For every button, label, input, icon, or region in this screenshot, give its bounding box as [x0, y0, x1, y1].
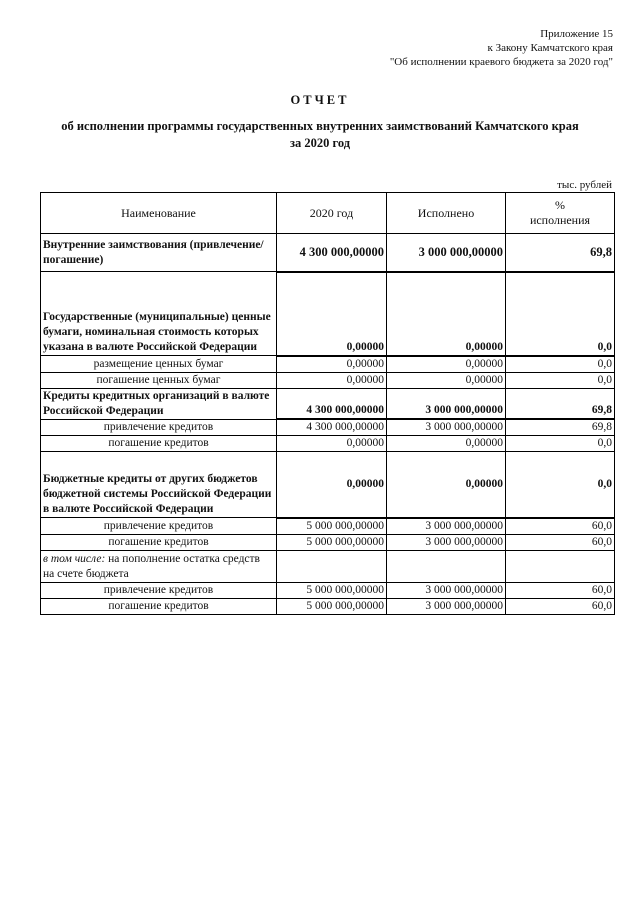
row-name: на пополнение остатка средств на счете бюджета: [43, 552, 260, 580]
row-name: размещение ценных бумаг: [41, 356, 277, 373]
row-name: погашение ценных бумаг: [41, 372, 277, 388]
report-subtitle: об исполнении программы государственных внутренних заимствований Камчатского края за 2020 год: [61, 119, 579, 150]
appendix-reference: [390, 27, 613, 69]
row-plan: 4 300 000,00000: [277, 388, 387, 419]
row-plan: 0,00000: [277, 356, 387, 373]
table-row: [41, 436, 615, 452]
row-name: привлечение кредитов: [41, 419, 277, 436]
row-percent: 60,0: [506, 598, 615, 614]
row-name: привлечение кредитов: [41, 518, 277, 535]
table-header-row: [41, 193, 615, 234]
row-executed: 0,00000: [387, 272, 506, 356]
row-executed: 0,00000: [387, 452, 506, 518]
row-plan: 5 000 000,00000: [277, 518, 387, 535]
table-row: [41, 534, 615, 550]
row-percent: 60,0: [506, 518, 615, 535]
row-plan: 0,00000: [277, 436, 387, 452]
row-plan: 5 000 000,00000: [277, 582, 387, 598]
row-name: Бюджетные кредиты от других бюджетов бюджетной системы Российской Федерации в валюте Российской Федерации: [41, 452, 277, 518]
table-row: [41, 518, 615, 535]
row-name: Государственные (муниципальные) ценные бумаги, номинальная стоимость которых указана в валюте Российской Федерации: [41, 272, 277, 356]
units-label: тыс. рублей: [557, 179, 612, 191]
row-executed: 3 000 000,00000: [387, 419, 506, 436]
row-percent: 0,0: [506, 356, 615, 373]
percent-symbol: %: [555, 198, 565, 212]
table-row: [41, 234, 615, 272]
row-executed: 3 000 000,00000: [387, 234, 506, 272]
column-header-name: Наименование: [41, 193, 277, 234]
row-executed-empty: [387, 550, 506, 582]
table-row: [41, 372, 615, 388]
borrowing-report-table: [40, 192, 615, 615]
row-executed: 3 000 000,00000: [387, 518, 506, 535]
row-plan-empty: [277, 550, 387, 582]
row-percent: 69,8: [506, 388, 615, 419]
row-executed: 0,00000: [387, 356, 506, 373]
row-percent: 69,8: [506, 234, 615, 272]
row-plan: 0,00000: [277, 372, 387, 388]
row-name: погашение кредитов: [41, 436, 277, 452]
table-row: [41, 272, 615, 356]
row-executed: 0,00000: [387, 436, 506, 452]
table-row: [41, 582, 615, 598]
including-label: в том числе:: [43, 552, 106, 565]
row-plan: 0,00000: [277, 272, 387, 356]
row-percent: 0,0: [506, 272, 615, 356]
column-header-plan: 2020 год: [277, 193, 387, 234]
row-plan: 0,00000: [277, 452, 387, 518]
row-name: Внутренние заимствования (привлечение/погашение): [41, 234, 277, 272]
table-row: [41, 452, 615, 518]
row-percent-empty: [506, 550, 615, 582]
row-name: погашение кредитов: [41, 598, 277, 614]
percent-label: исполнения: [529, 213, 591, 227]
table-row: [41, 356, 615, 373]
row-name: Кредиты кредитных организаций в валюте Российской Федерации: [41, 388, 277, 419]
row-plan: 5 000 000,00000: [277, 598, 387, 614]
table-row: [41, 598, 615, 614]
row-executed: 3 000 000,00000: [387, 534, 506, 550]
row-percent: 60,0: [506, 534, 615, 550]
row-name: привлечение кредитов: [41, 582, 277, 598]
row-plan: 4 300 000,00000: [277, 419, 387, 436]
appendix-law-title: "Об исполнении краевого бюджета за 2020 год": [389, 56, 613, 68]
row-executed: 0,00000: [387, 372, 506, 388]
column-header-executed: Исполнено: [387, 193, 506, 234]
row-percent: 0,0: [506, 372, 615, 388]
row-plan: 4 300 000,00000: [277, 234, 387, 272]
row-percent: 0,0: [506, 452, 615, 518]
table-row: [41, 419, 615, 436]
appendix-number: Приложение 15: [540, 28, 613, 40]
row-executed: 3 000 000,00000: [387, 598, 506, 614]
row-executed: 3 000 000,00000: [387, 388, 506, 419]
row-executed: 3 000 000,00000: [387, 582, 506, 598]
row-percent: 0,0: [506, 436, 615, 452]
row-plan: 5 000 000,00000: [277, 534, 387, 550]
table-row: [41, 388, 615, 419]
report-title: ОТЧЕТ: [290, 93, 350, 107]
column-header-percent: [506, 193, 615, 234]
row-name-note: [41, 550, 277, 582]
row-percent: 60,0: [506, 582, 615, 598]
row-percent: 69,8: [506, 419, 615, 436]
appendix-law: к Закону Камчатского края: [487, 42, 613, 54]
table-row: [41, 550, 615, 582]
row-name: погашение кредитов: [41, 534, 277, 550]
